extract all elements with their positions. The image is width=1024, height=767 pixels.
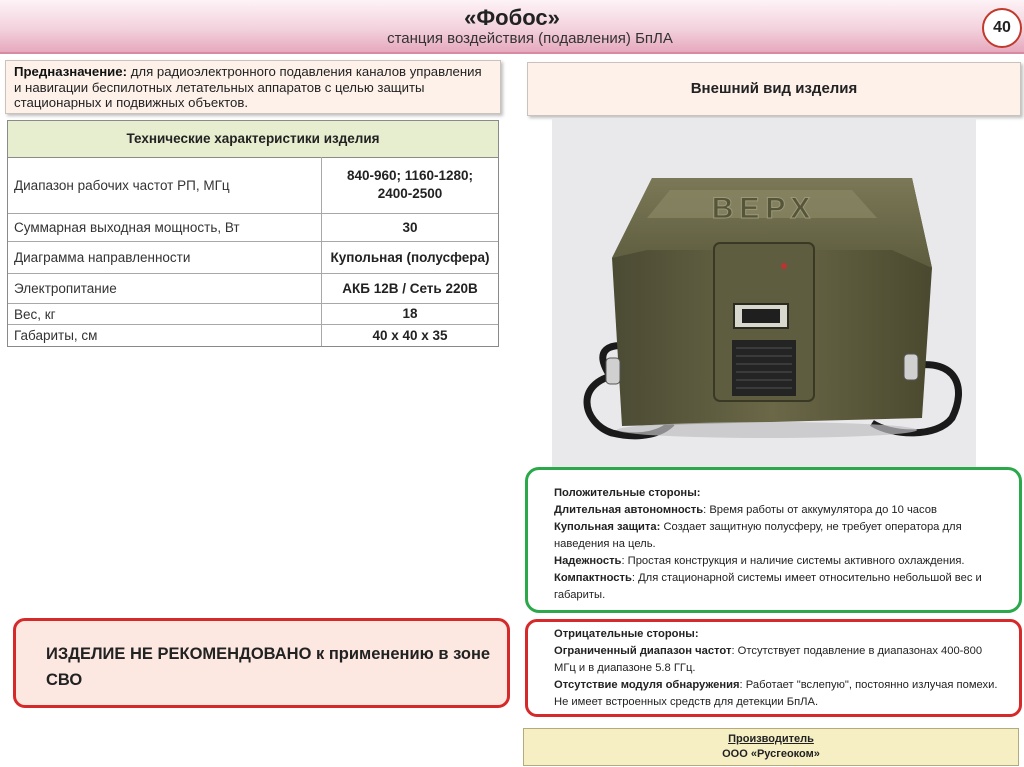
warning-box — [13, 618, 510, 708]
manufacturer-box — [523, 728, 1019, 766]
handle-right — [904, 354, 918, 380]
spec-value: 18 — [321, 304, 498, 324]
header-bar — [0, 0, 1024, 54]
device-illustration — [552, 118, 976, 468]
spec-table-title: Технические характеристики изделия — [8, 121, 498, 158]
spec-value: Купольная (полусфера) — [321, 242, 498, 273]
purpose-text: для радиоэлектронного подавления каналов управления и навигации беспилотных летательных аппаратов с целью защиты стационарных и подвижных объектов. — [14, 64, 482, 110]
spec-label: Электропитание — [14, 281, 117, 296]
manufacturer-label: Производитель — [728, 733, 814, 745]
table-row — [8, 157, 498, 214]
list-item: Купольная защита: Создает защитную полусферу, не требует оператора для наведения на цель. — [554, 521, 962, 550]
spec-label: Габариты, см — [14, 328, 98, 343]
warning-text: ИЗДЕЛИЕ НЕ РЕКОМЕНДОВАНО к применению в зоне СВО — [46, 645, 491, 689]
list-item: Ограниченный диапазон частот: Отсутствует подавление в диапазонах 400-800 МГц и в диапазоне 5.8 ГГц. — [554, 645, 983, 674]
display-screen — [742, 309, 780, 323]
list-item: Отсутствие модуля обнаружения: Работает "вслепую", постоянно излучая помехи. Не имеет встроенных средств для детекции БпЛА. — [554, 679, 998, 708]
spec-label: Суммарная выходная мощность, Вт — [14, 220, 240, 235]
positives-box — [525, 467, 1022, 613]
handle-left — [606, 358, 620, 384]
list-item: Длительная автономность: Время работы от аккумулятора до 10 часов — [554, 504, 937, 516]
table-row — [8, 214, 498, 242]
spec-value: 40 х 40 х 35 — [321, 325, 498, 346]
spec-table — [7, 120, 499, 347]
device-photo — [552, 118, 976, 468]
purpose-label: Предназначение: — [14, 64, 128, 79]
exterior-title: Внешний вид изделия — [690, 80, 858, 97]
exterior-title-box — [527, 62, 1021, 116]
page-number-badge: 40 — [982, 8, 1022, 48]
negatives-title: Отрицательные стороны: — [554, 628, 699, 640]
spec-value: 840-960; 1160-1280; 2400-2500 — [321, 157, 498, 213]
page-title: «Фобос» — [464, 5, 560, 30]
table-row — [8, 304, 498, 325]
table-row — [8, 325, 498, 346]
page-subtitle: станция воздействия (подавления) БпЛА — [387, 30, 673, 47]
spec-label: Диаграмма направленности — [14, 250, 191, 265]
negatives-box — [525, 619, 1022, 717]
positives-title: Положительные стороны: — [554, 487, 701, 499]
spec-value: АКБ 12В / Сеть 220В — [321, 274, 498, 303]
table-row — [8, 242, 498, 274]
indicator-light — [781, 263, 787, 269]
manufacturer-name: ООО «Русгеоком» — [722, 748, 820, 760]
list-item: Компактность: Для стационарной системы имеет относительно небольшой вес и габариты. — [554, 572, 982, 601]
spec-label: Диапазон рабочих частот РП, МГц — [14, 177, 230, 193]
list-item: Надежность: Простая конструкция и наличие системы активного охлаждения. — [554, 555, 965, 567]
table-row — [8, 274, 498, 304]
purpose-box — [5, 60, 501, 114]
device-marking: ВЕРХ — [711, 192, 817, 225]
spec-value: 30 — [321, 214, 498, 241]
spec-label: Вес, кг — [14, 306, 56, 322]
